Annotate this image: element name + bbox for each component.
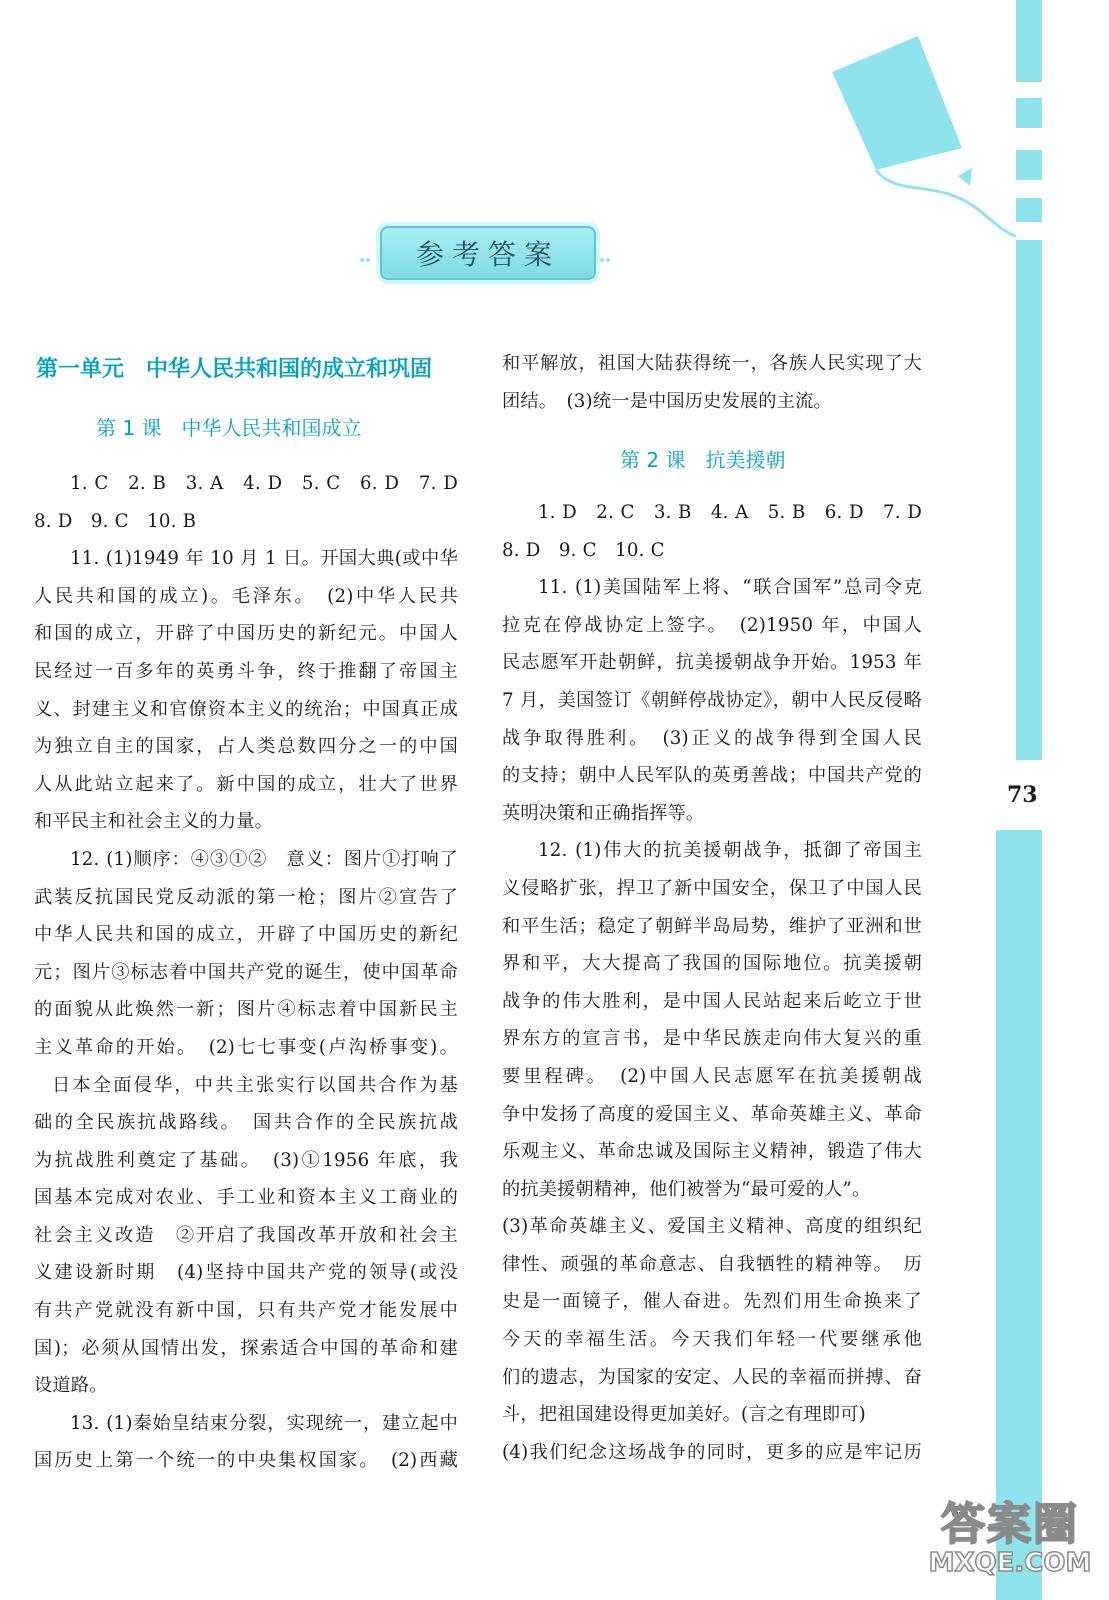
watermark [920,1488,1100,1592]
kite-string [876,170,1016,236]
answer-line: 社会主义改造 ②开启了我国改革开放和社会主 [34,1224,458,1246]
answer-line: 国)；必须从国情出发，探索适合中国的革命和建 [34,1337,458,1359]
title-dots-left [360,247,374,255]
answer-line: 和平民主和社会主义的力量。 [34,811,274,833]
answer-line: 8. D 9. C 10. B [34,510,197,532]
answer-line: 乐观主义、革命忠诚及国际主义精神，锻造了伟大 [502,1141,922,1163]
title-dots-right [600,247,614,255]
answer-line: 12. (1)伟大的抗美援朝战争，抵御了帝国主 [538,840,922,862]
page-number: 73 [1007,782,1038,808]
right-answer-column [502,494,922,1471]
kite-illustration [0,0,1109,260]
answer-line: 人从此站立起来了。新中国的成立，壮大了世界 [34,773,458,795]
answer-line: 界东方的宣言书，是中华民族走向伟大复兴的重 [502,1028,922,1050]
page-title: 参考答案 [380,226,596,280]
answer-line: 们的遗志，为国家的安定、人民的幸福而拼搏、奋 [502,1366,922,1388]
answer-line: (3)革命英雄主义、爱国主义精神、高度的组织纪 [502,1216,922,1238]
watermark-url: MXQE.COM [928,1548,1092,1578]
lesson2-heading: 第 2 课 抗美援朝 [620,448,786,472]
answer-line: 英明决策和正确指挥等。 [502,802,705,824]
lesson1-heading: 第 1 课 中华人民共和国成立 [96,416,362,440]
answer-line: 8. D 9. C 10. C [502,539,665,561]
answer-line: 1. D 2. C 3. B 4. A 5. B 6. D 7. D [538,502,922,523]
kite-body [832,36,962,170]
answer-line: 主义革命的开始。 (2)七七事变(卢沟桥事变)。 [34,1036,458,1058]
answer-line: 的面貌从此焕然一新；图片④标志着中国新民主 [34,999,458,1021]
answer-line: 义、封建主义和官僚资本主义的统治；中国真正成 [34,698,458,720]
answer-line: 13. (1)秦始皇结束分裂，实现统一，建立起中 [70,1412,458,1434]
answer-line: 有共产党就没有新中国，只有共产党才能发展中 [34,1300,458,1322]
right-band-main [1016,240,1042,760]
answer-line: 要里程碑。 (2)中国人民志愿军在抗美援朝战 [502,1065,922,1087]
answer-line: 础的全民族抗战路线。 国共合作的全民族抗战 [34,1112,458,1134]
unit-heading: 第一单元 中华人民共和国的成立和巩固 [36,357,433,382]
answer-line: 国历史上第一个统一的中央集权国家。 (2)西藏 [34,1450,458,1472]
answer-line: 战争的伟大胜利，是中国人民站起来后屹立于世 [502,990,922,1012]
answer-line: 11. (1)美国陆军上将、“联合国军”总司令克 [538,577,922,599]
answer-line: 义侵略扩张，捍卫了新中国安全，保卫了中国人民 [502,877,922,899]
answer-line: 律性、顽强的革命意志、自我牺牲的精神等。 历 [502,1253,922,1275]
kite-tail-bow [958,168,972,186]
answer-line: 斗，把祖国建设得更加美好。(言之有理即可) [502,1404,866,1426]
answer-line: 设道路。 [34,1375,108,1397]
answer-line: 史是一面镜子，催人奋进。先烈们用生命换来了 [502,1291,922,1313]
answer-line: 团结。 (3)统一是中国历史发展的主流。 [502,390,832,412]
watermark-logo: 答案圈 [941,1499,1079,1550]
answer-line: 义建设新时期 (4)坚持中国共产党的领导(或没 [34,1262,458,1284]
answer-line: 为抗战胜利奠定了基础。 (3)①1956 年底，我 [34,1149,458,1171]
answer-line: 中华人民共和国的成立，开辟了中国历史的新纪 [34,924,458,946]
answer-line: 和国的成立，开辟了中国历史的新纪元。中国人 [34,623,458,645]
left-answer-column [34,465,458,1480]
answer-line: 今天的幸福生活。今天我们年轻一代要继承他 [502,1329,922,1351]
answer-line: 的支持；朝中人民军队的英勇善战；中国共产党的 [502,765,922,787]
answer-line: 争中发扬了高度的爱国主义、革命英雄主义、革命 [502,1103,922,1125]
answer-line: 民志愿军开赴朝鲜，抗美援朝战争开始。1953 年 [502,652,922,674]
right-continuation [502,345,922,420]
answer-line: 人民共和国的成立)。毛泽东。 (2)中华人民共 [34,585,458,607]
answer-line: 为独立自主的国家，占人类总数四分之一的中国 [34,736,458,758]
right-band-lower [996,830,1042,1600]
answer-line: 国基本完成对农业、手工业和资本主义工商业的 [34,1187,458,1209]
answer-line: 1. C 2. B 3. A 4. D 5. C 6. D 7. D [70,473,458,494]
answer-line: 和平解放，祖国大陆获得统一，各族人民实现了大 [502,353,922,374]
answer-line: 战争取得胜利。 (3)正义的战争得到全国人民 [502,727,922,749]
answer-line: 武装反抗国民党反动派的第一枪；图片②宣告了 [34,886,458,908]
answer-line: 12. (1)顺序：④③①② 意义：图片①打响了 [70,848,458,870]
answer-line: 界和平，大大提高了我国的国际地位。抗美援朝 [502,953,922,975]
answer-line: 元；图片③标志着中国共产党的诞生，使中国革命 [34,961,458,983]
answer-line: 拉克在停战协定上签字。 (2)1950 年，中国人 [502,614,922,636]
answer-line: 和平生活；稳定了朝鲜半岛局势，维护了亚洲和世 [502,915,922,937]
answer-line: 日本全面侵华，中共主张实行以国共合作为基 [52,1074,458,1096]
answer-line: 的抗美援朝精神，他们被誉为“最可爱的人”。 [502,1178,871,1200]
answer-line: 民经过一百多年的英勇斗争，终于推翻了帝国主 [34,660,458,682]
answer-line: 7 月，美国签订《朝鲜停战协定》，朝中人民反侵略 [502,689,922,711]
answer-line: (4)我们纪念这场战争的同时，更多的应是牢记历 [502,1441,922,1463]
answer-line: 11. (1)1949 年 10 月 1 日。开国大典(或中华 [70,548,458,570]
